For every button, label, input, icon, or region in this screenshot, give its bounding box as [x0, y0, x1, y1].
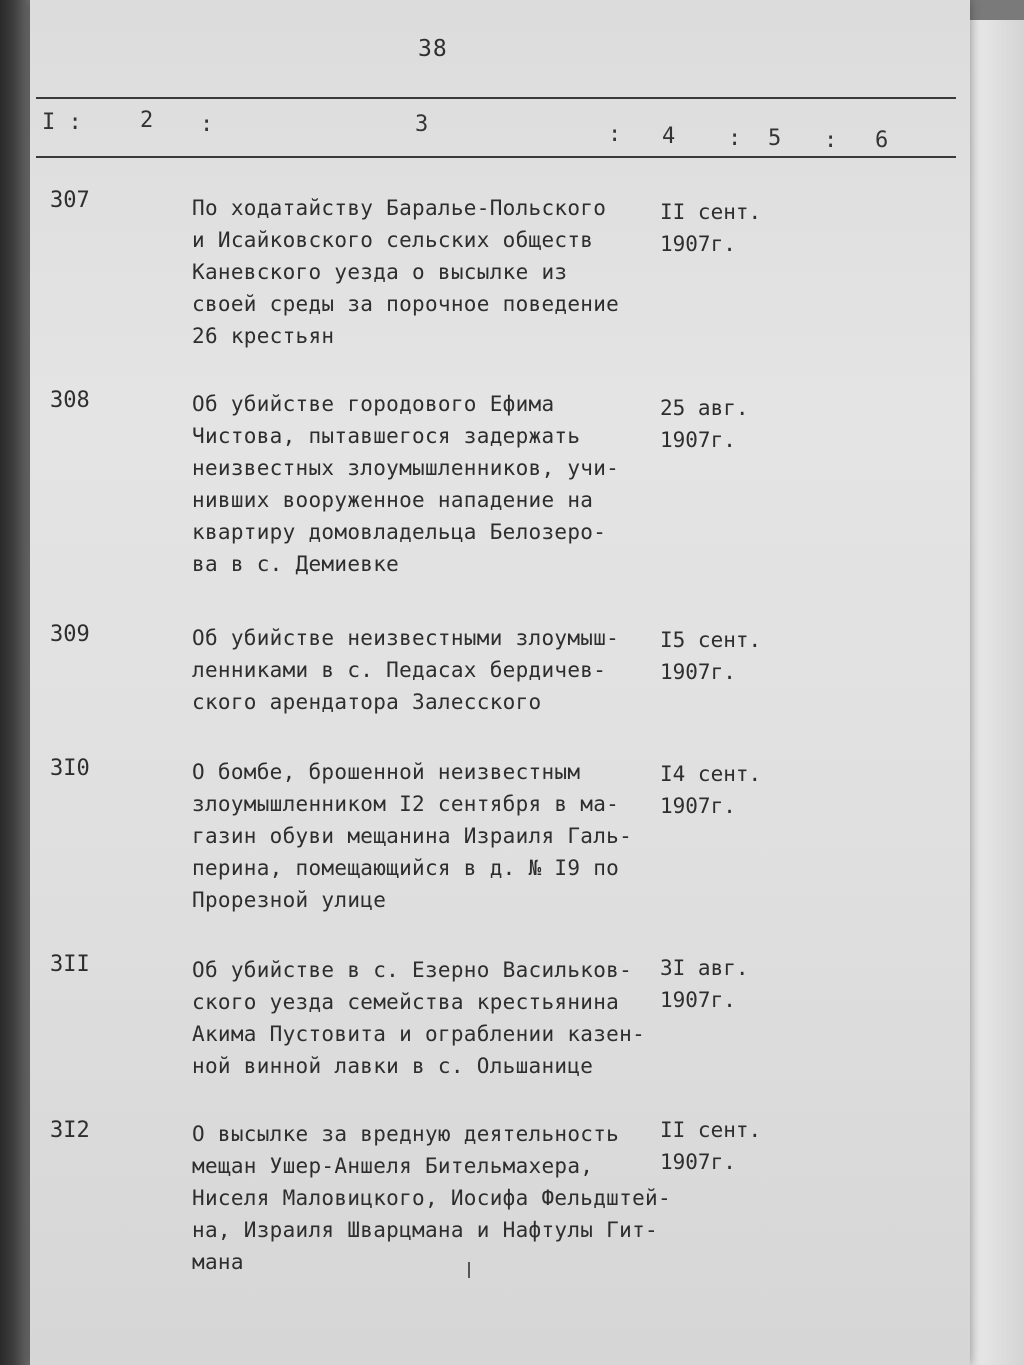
- document-page: [30, 0, 970, 1365]
- entry-line: Прорезной улице: [192, 888, 387, 912]
- entry-line: ского уезда семейства крестьянина: [192, 990, 620, 1014]
- entry-date-day: I4 сент.: [660, 762, 762, 786]
- entry-line: Каневского уезда о высылке из: [192, 260, 568, 284]
- entry-line: ленниками в с. Педасах бердичев-: [192, 658, 607, 682]
- header-sep4: :: [728, 126, 742, 151]
- entry-line: По ходатайству Баралье-Польского: [192, 196, 607, 220]
- entry-line: квартиру домовладельца Белозеро-: [192, 520, 607, 544]
- header-col1: I :: [42, 110, 82, 135]
- entry-line: 26 крестьян: [192, 324, 335, 348]
- entry-line: Акима Пустовита и ограблении казен-: [192, 1022, 646, 1046]
- header-sep2: :: [200, 112, 214, 137]
- header-col2: 2: [140, 108, 154, 133]
- entry-description: [192, 388, 662, 580]
- entry-line: Об убийстве городового Ефима: [192, 392, 555, 416]
- entry-line: мана: [192, 1250, 244, 1274]
- entry-line: нивших вооруженное нападение на: [192, 488, 594, 512]
- entry-description: [192, 622, 662, 718]
- entry-description: [192, 954, 662, 1082]
- entry-date-year: 1907г.: [660, 1150, 736, 1174]
- entry-line: Об убийстве в с. Езерно Васильков-: [192, 958, 633, 982]
- header-col4: 4: [662, 124, 676, 149]
- entry-date: [660, 952, 749, 1016]
- entry-line: Об убийстве неизвестными злоумыш-: [192, 626, 620, 650]
- entry-date-year: 1907г.: [660, 232, 736, 256]
- entry-line: ского арендатора Залесского: [192, 690, 542, 714]
- entry-number: 3II: [50, 952, 90, 977]
- entry-date-day: 3I авг.: [660, 956, 749, 980]
- entry-number: 307: [50, 188, 90, 213]
- entry-date-day: II сент.: [660, 1118, 762, 1142]
- header-col3: 3: [415, 112, 429, 137]
- header-bottom-rule: [36, 156, 956, 158]
- entry-number: 309: [50, 622, 90, 647]
- entry-date-day: I5 сент.: [660, 628, 762, 652]
- entry-line: Чистова, пытавшегося задержать: [192, 424, 581, 448]
- entry-line: мещан Ушер-Аншеля Бительмахера,: [192, 1154, 594, 1178]
- entry-date: [660, 758, 761, 822]
- entry-line: О бомбе, брошенной неизвестным: [192, 760, 581, 784]
- entry-date: [660, 196, 761, 260]
- entry-line: злоумышленником I2 сентября в ма-: [192, 792, 620, 816]
- entry-number: 3I2: [50, 1118, 90, 1143]
- entry-number: 3I0: [50, 756, 90, 781]
- entry-date-year: 1907г.: [660, 660, 736, 684]
- entry-date-day: 25 авг.: [660, 396, 749, 420]
- entry-line: ной винной лавки в с. Ольшанице: [192, 1054, 594, 1078]
- entry-description: [192, 1118, 671, 1278]
- entry-line: своей среды за порочное поведение: [192, 292, 620, 316]
- page-number: 38: [418, 36, 448, 62]
- entry-line: газин обуви мещанина Израиля Галь-: [192, 824, 633, 848]
- header-col5: 5: [768, 126, 782, 151]
- header-col6: 6: [875, 128, 889, 153]
- entry-date-year: 1907г.: [660, 794, 736, 818]
- header-sep5: :: [824, 128, 838, 153]
- header-sep3: :: [608, 122, 622, 147]
- entry-date-day: II сент.: [660, 200, 762, 224]
- entry-number: 308: [50, 388, 90, 413]
- entry-date: [660, 1114, 761, 1178]
- entry-date-year: 1907г.: [660, 988, 736, 1012]
- entry-line: О высылке за вредную деятельность: [192, 1122, 620, 1146]
- entry-date-year: 1907г.: [660, 428, 736, 452]
- entry-line: перина, помещающийся в д. № I9 по: [192, 856, 620, 880]
- header-top-rule: [36, 97, 956, 99]
- entry-line: ва в с. Демиевке: [192, 552, 400, 576]
- entry-date: [660, 392, 749, 456]
- entry-line: неизвестных злоумышленников, учи-: [192, 456, 620, 480]
- entry-description: [192, 192, 662, 352]
- entry-line: на, Израиля Шварцмана и Нафтулы Гит-: [192, 1218, 658, 1242]
- entry-line: и Исайковского сельских обществ: [192, 228, 594, 252]
- entry-line: Ниселя Маловицкого, Иосифа Фельдштей-: [192, 1186, 671, 1210]
- pencil-mark: [468, 1262, 470, 1278]
- entry-description: [192, 756, 662, 916]
- entry-date: [660, 624, 761, 688]
